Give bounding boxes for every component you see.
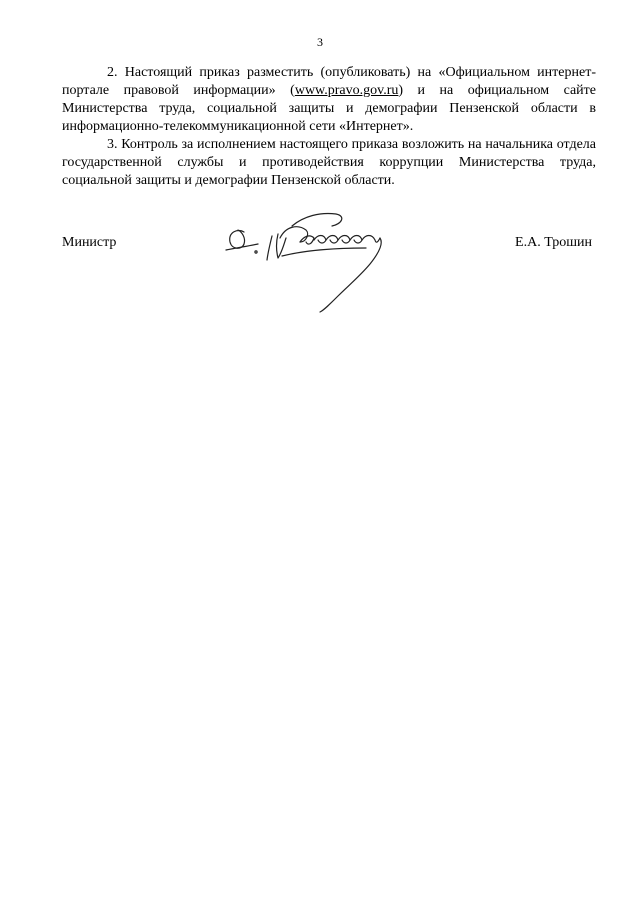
paragraph-control: 3. Контроль за исполнением настоящего приказа возложить на начальника отдела государственной службы и противодействия коррупции Министерства труда, социальной защиты и демографии Пензенской области. (62, 137, 596, 188)
pravo-gov-link[interactable]: www.pravo.gov.ru (294, 83, 399, 98)
paragraph-publication-text-start: 2. Настоящий приказ разместить (опубликовать) на «Официальном интернет-портале правовой информации» ( (62, 65, 596, 98)
paragraph-publication (62, 64, 596, 136)
signatory-position: Министр (62, 235, 117, 250)
document-body (62, 64, 596, 190)
signatory-name: Е.А. Трошин (515, 235, 592, 250)
paragraph-publication-text-end: ) и на официальном сайте Министерства труда, социальной защиты и демографии Пензенской области в информационно-телекоммуникационной сети «Интернет». (62, 83, 597, 134)
handwritten-signature (220, 208, 390, 318)
page-number: 3 (317, 35, 323, 49)
